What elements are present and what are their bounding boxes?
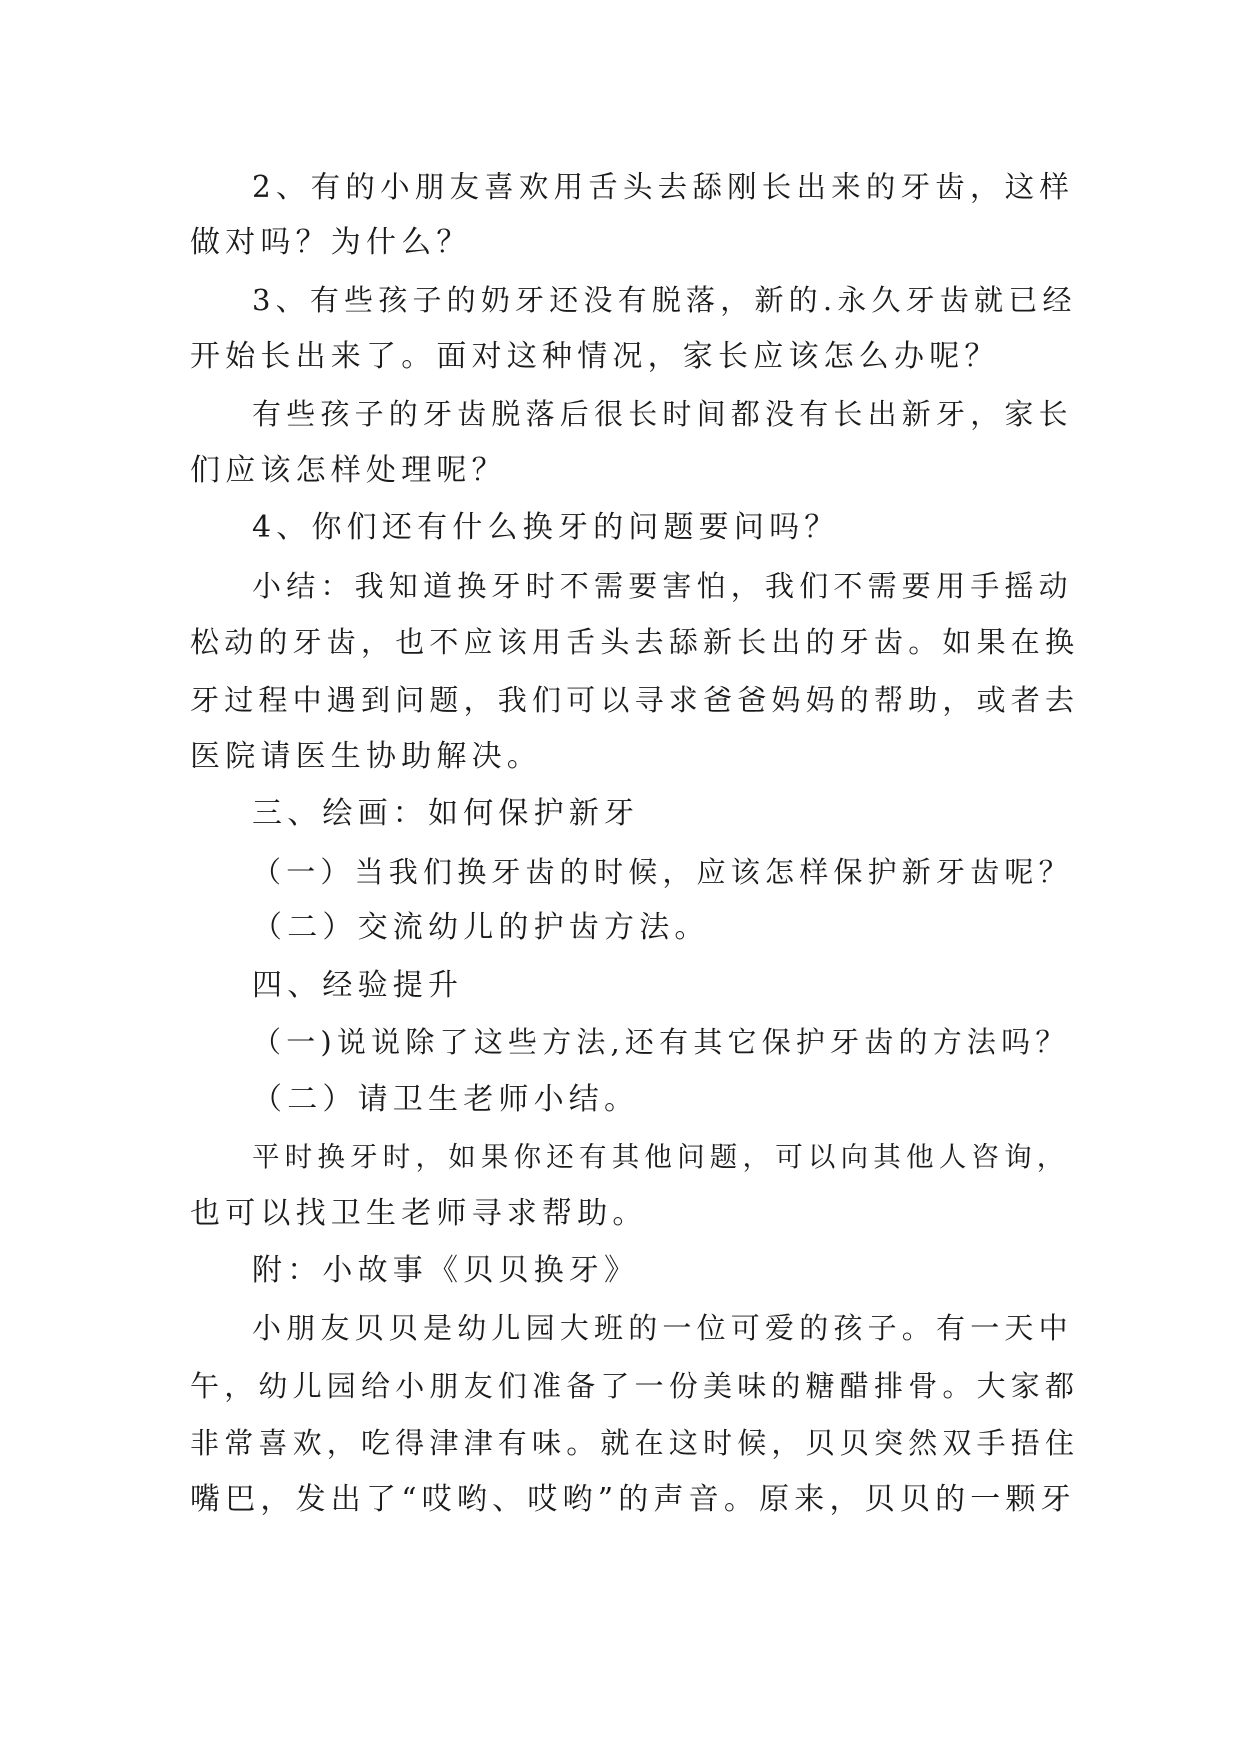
paragraph-line: 牙过程中遇到问题，我们可以寻求爸爸妈妈的帮助，或者去 (190, 683, 1080, 717)
paragraph-line: （一)说说除了这些方法,还有其它保护牙齿的方法吗？ (252, 1025, 1070, 1059)
paragraph-line: 开始长出来了。面对这种情况，家长应该怎么办呢？ (190, 339, 1000, 374)
paragraph-line: 4、你们还有什么换牙的问题要问吗？ (252, 510, 840, 545)
paragraph-line: （一）当我们换牙齿的时候，应该怎样保护新牙齿呢？ (252, 855, 1073, 889)
paragraph-line: 小朋友贝贝是幼儿园大班的一位可爱的孩子。有一天中 (252, 1311, 1073, 1345)
paragraph-line: 嘴巴，发出了“哎哟、哎哟”的声音。原来，贝贝的一颗牙 (190, 1482, 1076, 1517)
paragraph-line: 医院请医生协助解决。 (190, 739, 542, 774)
paragraph-line: 有些孩子的牙齿脱落后很长时间都没有长出新牙，家长 (252, 397, 1073, 431)
paragraph-line: 午，幼儿园给小朋友们准备了一份美味的糖醋排骨。大家都 (190, 1369, 1080, 1403)
paragraph-line: 们应该怎样处理呢？ (190, 453, 507, 488)
paragraph-line: 平时换牙时，如果你还有其他问题，可以向其他人咨询， (252, 1141, 1070, 1173)
paragraph-line: 松动的牙齿，也不应该用舌头去舔新长出的牙齿。如果在换 (190, 625, 1080, 659)
section-heading: 三、绘画：如何保护新牙 (252, 796, 640, 831)
paragraph-line: 也可以找卫生老师寻求帮助。 (190, 1196, 648, 1231)
paragraph-line: 非常喜欢，吃得津津有味。就在这时候，贝贝突然双手捂住 (190, 1426, 1080, 1460)
appendix-heading: 附：小故事《贝贝换牙》 (252, 1253, 640, 1288)
section-heading: 四、经验提升 (252, 968, 464, 1003)
paragraph-line: 做对吗？为什么？ (190, 225, 472, 260)
paragraph-line: 小结：我知道换牙时不需要害怕，我们不需要用手摇动 (252, 569, 1073, 603)
paragraph-line: （二）交流幼儿的护齿方法。 (252, 910, 710, 945)
paragraph-line: 2、有的小朋友喜欢用舌头去舔刚长出来的牙齿，这样 (252, 170, 1075, 204)
paragraph-line: （二）请卫生老师小结。 (252, 1082, 640, 1117)
paragraph-line: 3、有些孩子的奶牙还没有脱落，新的.永久牙齿就已经 (252, 283, 1077, 317)
